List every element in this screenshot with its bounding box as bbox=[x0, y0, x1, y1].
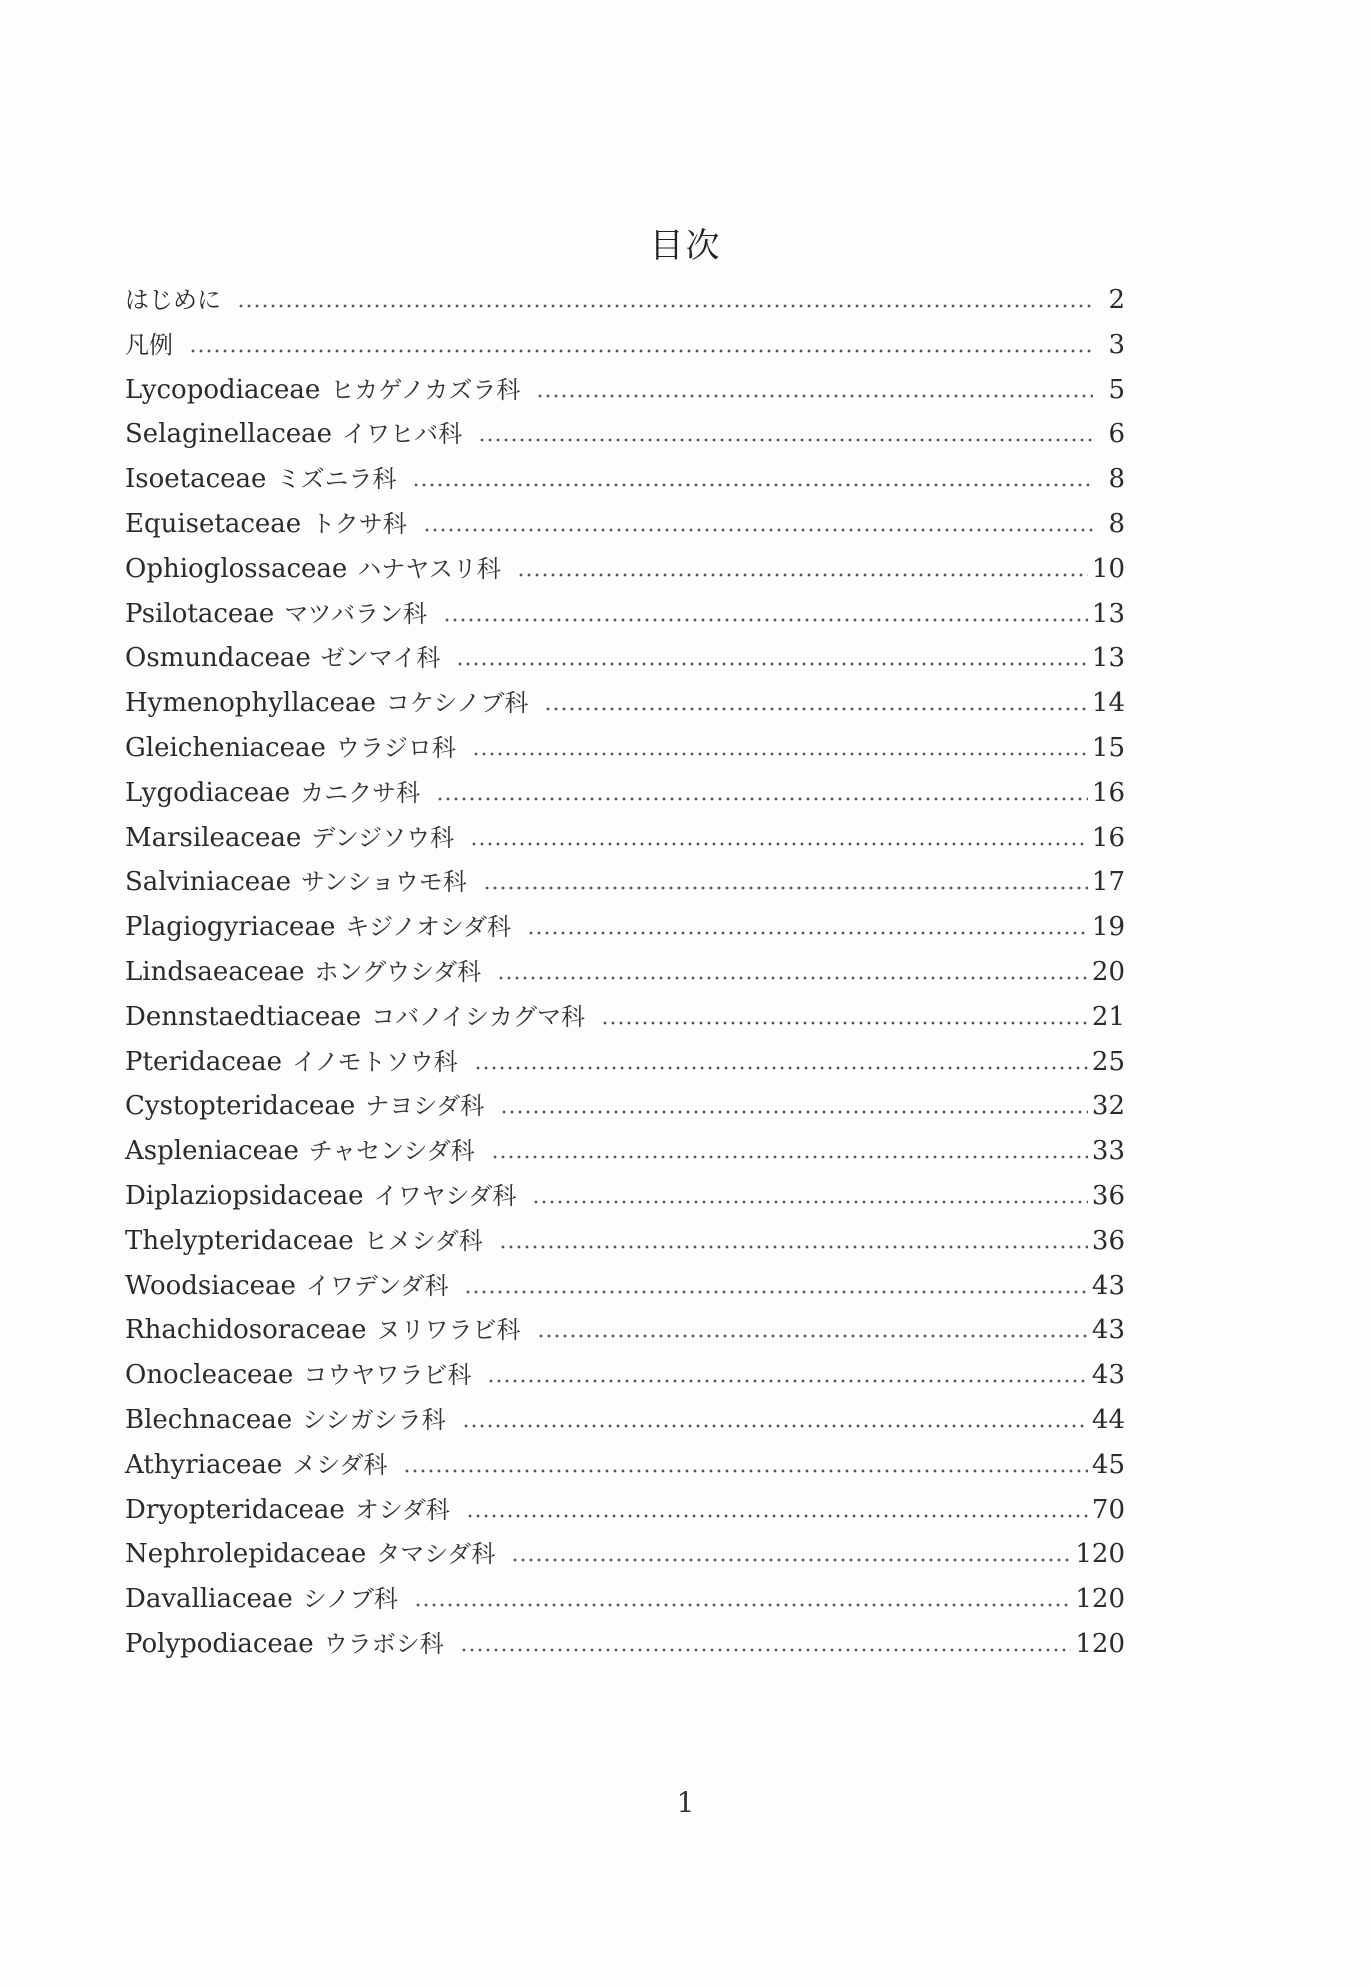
family-latin-name: Diplaziopsidaceae bbox=[125, 1180, 364, 1211]
family-latin-name: Onocleaceae bbox=[125, 1360, 294, 1391]
dot-leader bbox=[460, 1648, 1072, 1652]
toc-entry-title bbox=[125, 816, 470, 861]
toc-entry bbox=[125, 547, 1125, 592]
toc-page-number: 36 bbox=[1091, 1225, 1125, 1256]
page-title: 目次 bbox=[649, 226, 722, 266]
toc-page-number: 33 bbox=[1091, 1136, 1125, 1167]
toc-entry-title bbox=[125, 995, 601, 1040]
toc-entry bbox=[125, 636, 1125, 681]
toc-entry-title bbox=[125, 1040, 474, 1085]
toc-entry-title bbox=[125, 1622, 460, 1667]
table-of-contents bbox=[125, 278, 1125, 1667]
toc-entry-title bbox=[125, 278, 237, 323]
dot-leader bbox=[491, 1155, 1088, 1159]
toc-page-number: 36 bbox=[1091, 1180, 1125, 1211]
family-japanese-name: ウラボシ科 bbox=[323, 1629, 444, 1658]
toc-page-number: 14 bbox=[1091, 688, 1125, 719]
dot-leader bbox=[443, 618, 1088, 622]
family-japanese-name: トクサ科 bbox=[311, 509, 407, 538]
toc-entry bbox=[125, 905, 1125, 950]
family-japanese-name: コウヤワラビ科 bbox=[303, 1361, 472, 1390]
family-latin-name: Lygodiaceae bbox=[125, 777, 291, 808]
toc-entry-title bbox=[125, 1129, 491, 1174]
dot-leader bbox=[487, 1379, 1088, 1383]
toc-entry bbox=[125, 1174, 1125, 1219]
family-latin-name: Lindsaeaceae bbox=[125, 956, 305, 987]
family-japanese-name: オシダ科 bbox=[354, 1495, 450, 1524]
dot-leader bbox=[436, 797, 1088, 801]
toc-entry bbox=[125, 323, 1125, 368]
family-latin-name: Pteridaceae bbox=[125, 1046, 283, 1077]
dot-leader bbox=[497, 976, 1088, 980]
family-latin-name: Blechnaceae bbox=[125, 1404, 293, 1435]
family-japanese-name: タマシダ科 bbox=[376, 1540, 496, 1569]
family-japanese-name: イワデンダ科 bbox=[305, 1271, 449, 1300]
toc-page-number: 43 bbox=[1091, 1270, 1125, 1301]
toc-entry bbox=[125, 995, 1125, 1040]
dot-leader bbox=[412, 483, 1093, 487]
family-japanese-name: チャセンシダ科 bbox=[308, 1137, 475, 1166]
family-latin-name: Nephrolepidaceae bbox=[125, 1539, 367, 1570]
family-japanese-name: ハナヤスリ科 bbox=[357, 554, 501, 583]
toc-entry-title bbox=[125, 1219, 499, 1264]
toc-entry bbox=[125, 592, 1125, 637]
toc-page-number: 8 bbox=[1108, 508, 1125, 539]
family-latin-name: Hymenophyllaceae bbox=[125, 688, 376, 719]
toc-page-number: 44 bbox=[1091, 1404, 1125, 1435]
toc-page-number: 15 bbox=[1091, 732, 1125, 763]
toc-entry-title bbox=[125, 1084, 500, 1129]
family-latin-name: Thelypteridaceae bbox=[125, 1225, 354, 1256]
toc-entry-title bbox=[125, 1488, 466, 1533]
toc-entry-title bbox=[125, 457, 412, 502]
family-japanese-name: イノモトソウ科 bbox=[292, 1047, 458, 1076]
family-japanese-name: イワヒバ科 bbox=[342, 420, 463, 449]
toc-page-number: 20 bbox=[1091, 956, 1125, 987]
family-japanese-name: ヒメシダ科 bbox=[363, 1226, 483, 1255]
toc-page-number: 70 bbox=[1091, 1494, 1125, 1525]
toc-entry bbox=[125, 412, 1125, 457]
toc-entry bbox=[125, 681, 1125, 726]
family-latin-name: Davalliaceae bbox=[125, 1584, 293, 1615]
family-japanese-name: ヌリワラビ科 bbox=[376, 1316, 521, 1345]
family-japanese-name: デンジソウ科 bbox=[311, 823, 455, 852]
toc-entry-title bbox=[125, 1353, 487, 1398]
toc-entry bbox=[125, 368, 1125, 413]
toc-page-number: 6 bbox=[1108, 419, 1125, 450]
toc-page-number: 21 bbox=[1091, 1001, 1125, 1032]
family-japanese-name: ゼンマイ科 bbox=[320, 644, 441, 673]
toc-entry-title bbox=[125, 1264, 464, 1309]
family-japanese-name: イワヤシダ科 bbox=[373, 1181, 517, 1210]
toc-entry-title bbox=[125, 726, 472, 771]
toc-page-number: 43 bbox=[1091, 1315, 1125, 1346]
family-japanese-name: ミズニラ科 bbox=[276, 465, 397, 494]
toc-page-number: 43 bbox=[1091, 1360, 1125, 1391]
family-japanese-name: シシガシラ科 bbox=[302, 1405, 446, 1434]
dot-leader bbox=[517, 573, 1088, 577]
toc-page-number: 16 bbox=[1091, 777, 1125, 808]
family-latin-name: Psilotaceae bbox=[125, 598, 275, 629]
family-japanese-name: ウラジロ科 bbox=[335, 733, 456, 762]
toc-entry bbox=[125, 1398, 1125, 1443]
toc-entry-title bbox=[125, 636, 456, 681]
family-latin-name: Dryopteridaceae bbox=[125, 1494, 345, 1525]
dot-leader bbox=[470, 842, 1088, 846]
dot-leader bbox=[403, 1469, 1088, 1473]
family-latin-name: Aspleniaceae bbox=[125, 1136, 299, 1167]
section-title: はじめに bbox=[125, 286, 221, 314]
toc-entry bbox=[125, 1577, 1125, 1622]
toc-entry-title bbox=[125, 592, 443, 637]
family-latin-name: Gleicheniaceae bbox=[125, 732, 326, 763]
toc-entry-title bbox=[125, 1308, 537, 1353]
family-japanese-name: ナヨシダ科 bbox=[365, 1092, 485, 1121]
toc-entry-title bbox=[125, 1577, 414, 1622]
dot-leader bbox=[499, 1245, 1088, 1249]
toc-page-number: 2 bbox=[1108, 285, 1125, 315]
toc-entry bbox=[125, 1264, 1125, 1309]
toc-page-number: 16 bbox=[1091, 822, 1125, 853]
family-latin-name: Selaginellaceae bbox=[125, 419, 333, 450]
toc-page-number: 13 bbox=[1091, 598, 1125, 629]
family-latin-name: Plagiogyriaceae bbox=[125, 912, 336, 943]
family-latin-name: Athyriaceae bbox=[125, 1449, 283, 1480]
family-latin-name: Ophioglossaceae bbox=[125, 553, 348, 584]
dot-leader bbox=[532, 1200, 1088, 1204]
toc-entry bbox=[125, 1308, 1125, 1353]
dot-leader bbox=[544, 707, 1087, 711]
toc-entry bbox=[125, 1084, 1125, 1129]
family-japanese-name: ホングウシダ科 bbox=[314, 957, 482, 986]
dot-leader bbox=[189, 349, 1093, 353]
toc-entry bbox=[125, 1532, 1125, 1577]
toc-page-number: 10 bbox=[1091, 553, 1125, 584]
dot-leader bbox=[414, 1603, 1071, 1607]
family-latin-name: Dennstaedtiaceae bbox=[125, 1001, 362, 1032]
family-latin-name: Polypodiaceae bbox=[125, 1628, 314, 1659]
toc-page-number: 19 bbox=[1091, 912, 1125, 943]
dot-leader bbox=[511, 1558, 1071, 1562]
family-latin-name: Marsileaceae bbox=[125, 822, 302, 853]
dot-leader bbox=[456, 662, 1088, 666]
family-latin-name: Rhachidosoraceae bbox=[125, 1315, 367, 1346]
toc-entry bbox=[125, 1040, 1125, 1085]
dot-leader bbox=[472, 752, 1088, 756]
family-japanese-name: コケシノブ科 bbox=[385, 689, 529, 718]
toc-page-number: 13 bbox=[1091, 643, 1125, 674]
toc-entry bbox=[125, 726, 1125, 771]
toc-entry-title bbox=[125, 681, 544, 726]
toc-entry bbox=[125, 278, 1125, 323]
toc-entry-title bbox=[125, 1532, 511, 1577]
toc-entry-title bbox=[125, 1398, 462, 1443]
toc-entry-title bbox=[125, 950, 497, 995]
toc-page-number: 32 bbox=[1091, 1091, 1125, 1122]
dot-leader bbox=[527, 931, 1088, 935]
family-japanese-name: カニクサ科 bbox=[300, 778, 421, 807]
toc-page-number: 120 bbox=[1075, 1628, 1125, 1659]
family-japanese-name: コバノイシカグマ科 bbox=[371, 1002, 585, 1031]
toc-entry-title bbox=[125, 547, 517, 592]
dot-leader bbox=[464, 1290, 1087, 1294]
toc-entry bbox=[125, 502, 1125, 547]
toc-page-number: 17 bbox=[1091, 867, 1125, 898]
dot-leader bbox=[601, 1021, 1088, 1025]
toc-entry-title bbox=[125, 323, 189, 368]
family-latin-name: Salviniaceae bbox=[125, 867, 292, 898]
dot-leader bbox=[537, 1334, 1088, 1338]
family-japanese-name: メシダ科 bbox=[292, 1450, 388, 1479]
section-title: 凡例 bbox=[125, 330, 173, 359]
family-japanese-name: シノブ科 bbox=[302, 1585, 398, 1614]
toc-entry bbox=[125, 860, 1125, 905]
family-japanese-name: サンショウモ科 bbox=[301, 868, 467, 897]
toc-page-number: 5 bbox=[1108, 374, 1125, 405]
dot-leader bbox=[237, 304, 1093, 308]
dot-leader bbox=[478, 438, 1093, 442]
dot-leader bbox=[483, 886, 1088, 890]
toc-entry bbox=[125, 1622, 1125, 1667]
toc-entry-title bbox=[125, 860, 483, 905]
toc-entry-title bbox=[125, 771, 436, 816]
toc-entry-title bbox=[125, 1174, 532, 1219]
toc-page-number: 8 bbox=[1108, 464, 1125, 495]
dot-leader bbox=[462, 1424, 1088, 1428]
family-latin-name: Woodsiaceae bbox=[125, 1270, 296, 1301]
family-japanese-name: マツバラン科 bbox=[284, 599, 428, 628]
family-latin-name: Lycopodiaceae bbox=[125, 374, 321, 405]
toc-page-number: 120 bbox=[1075, 1584, 1125, 1615]
toc-entry-title bbox=[125, 412, 478, 457]
toc-entry bbox=[125, 816, 1125, 861]
toc-page-number: 120 bbox=[1075, 1539, 1125, 1570]
toc-entry bbox=[125, 1353, 1125, 1398]
dot-leader bbox=[423, 528, 1093, 532]
family-japanese-name: ヒカゲノカズラ科 bbox=[330, 375, 521, 404]
family-latin-name: Osmundaceae bbox=[125, 643, 311, 674]
toc-entry bbox=[125, 1129, 1125, 1174]
family-latin-name: Isoetaceae bbox=[125, 464, 267, 495]
dot-leader bbox=[474, 1066, 1088, 1070]
family-japanese-name: キジノオシダ科 bbox=[345, 913, 511, 942]
toc-entry bbox=[125, 771, 1125, 816]
toc-page-number: 25 bbox=[1091, 1046, 1125, 1077]
dot-leader bbox=[536, 394, 1093, 398]
toc-entry-title bbox=[125, 502, 423, 547]
toc-entry-title bbox=[125, 368, 536, 413]
dot-leader bbox=[500, 1110, 1088, 1114]
toc-entry-title bbox=[125, 1443, 403, 1488]
toc-page-number: 3 bbox=[1108, 329, 1125, 360]
family-latin-name: Cystopteridaceae bbox=[125, 1091, 356, 1122]
toc-entry bbox=[125, 1443, 1125, 1488]
toc-entry bbox=[125, 1219, 1125, 1264]
family-latin-name: Equisetaceae bbox=[125, 508, 302, 539]
toc-page-number: 45 bbox=[1091, 1449, 1125, 1480]
dot-leader bbox=[466, 1514, 1088, 1518]
toc-entry-title bbox=[125, 905, 527, 950]
toc-entry bbox=[125, 1488, 1125, 1533]
page-number: 1 bbox=[676, 1786, 695, 1819]
toc-entry bbox=[125, 457, 1125, 502]
toc-entry bbox=[125, 950, 1125, 995]
